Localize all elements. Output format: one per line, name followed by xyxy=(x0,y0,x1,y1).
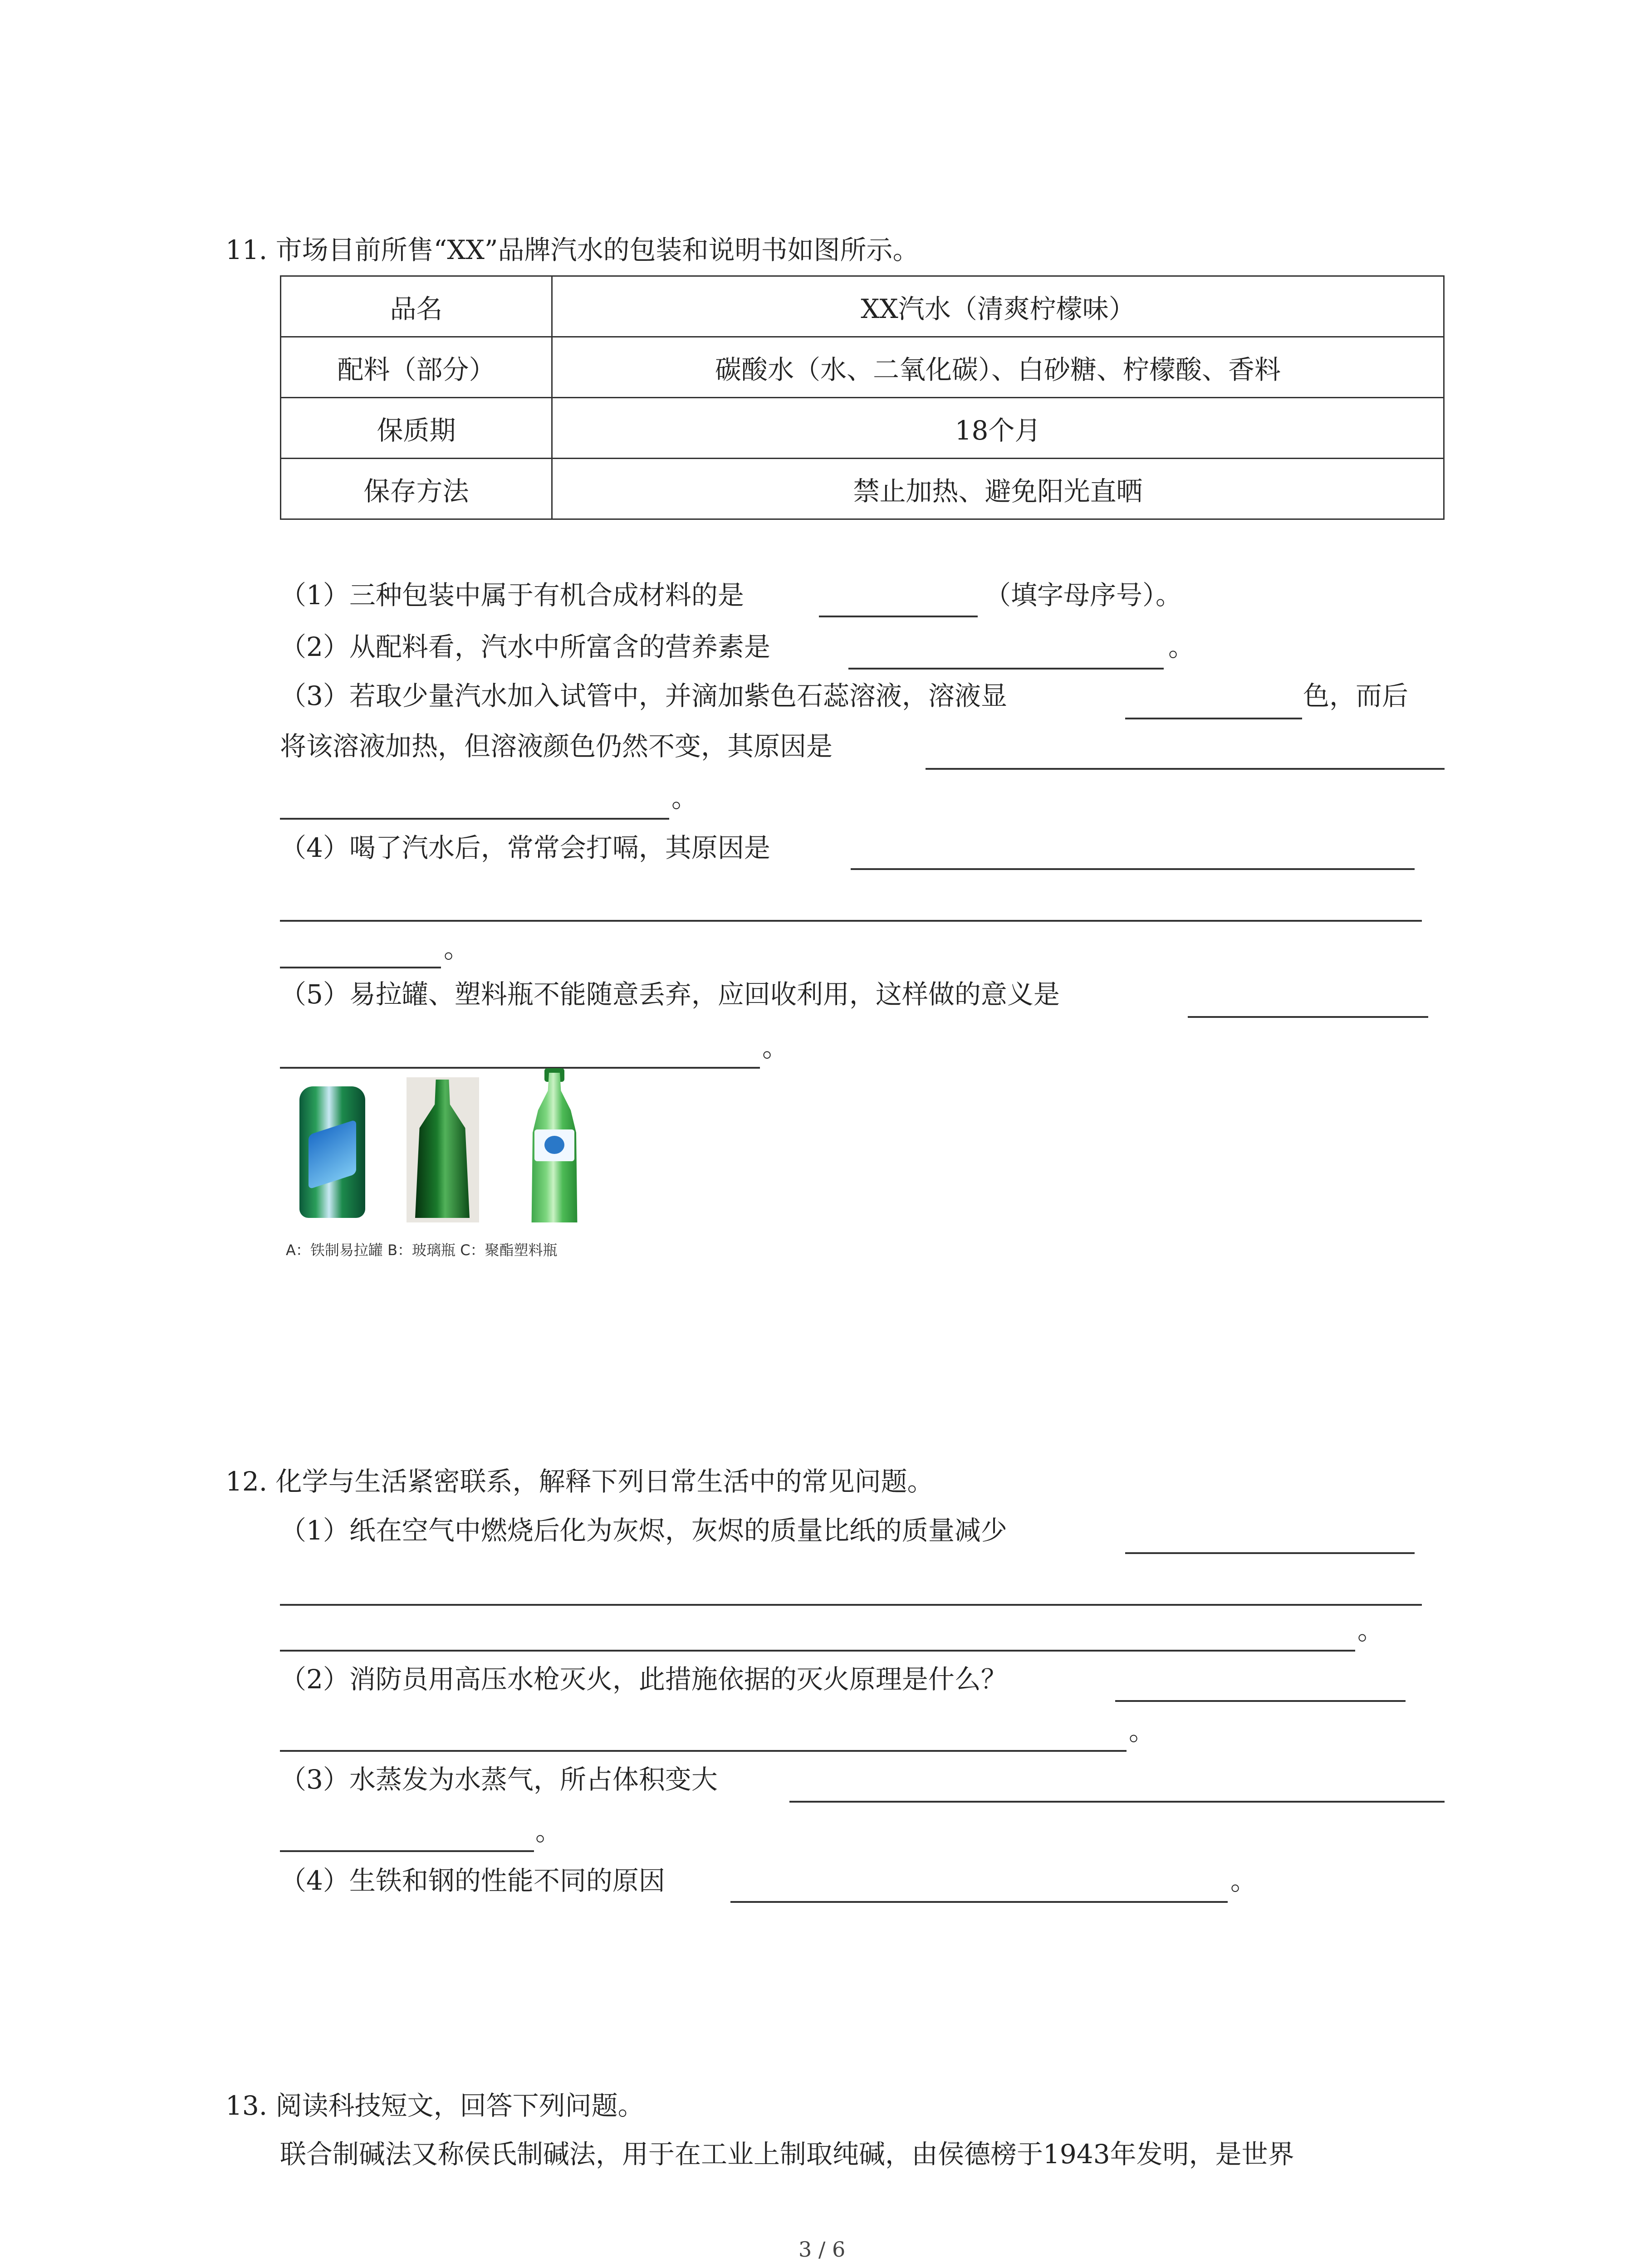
answer-blank[interactable] xyxy=(280,1850,534,1852)
spec-table xyxy=(280,275,1445,520)
q11-part2-text: （2）从配料看，汽水中所富含的营养素是 xyxy=(280,631,770,662)
answer-blank[interactable] xyxy=(1125,718,1302,719)
q12-stem: 12. 化学与生活紧密联系，解释下列日常生活中的常见问题。 xyxy=(225,1466,934,1497)
q12-part4-end: 。 xyxy=(1230,1865,1257,1896)
q12-part1-text: （1）纸在空气中燃烧后化为灰烬，灰烬的质量比纸的质量减少 xyxy=(280,1515,1007,1546)
table-cell-label: 品名 xyxy=(281,276,552,337)
table-cell-value: 禁止加热、避免阳光直晒 xyxy=(552,459,1444,519)
q12-part3-text: （3）水蒸发为水蒸气，所占体积变大 xyxy=(280,1764,718,1795)
q11-part5-text: （5）易拉罐、塑料瓶不能随意丢弃，应回收利用，这样做的意义是 xyxy=(280,979,1060,1010)
answer-blank[interactable] xyxy=(926,768,1445,770)
q11-part3-suffix: 色，而后 xyxy=(1303,680,1409,711)
q11-part3-text2: 将该溶液加热，但溶液颜色仍然不变，其原因是 xyxy=(280,731,833,762)
table-cell-label: 配料（部分） xyxy=(281,337,552,398)
answer-blank[interactable] xyxy=(280,818,669,820)
page-number: 3 / 6 xyxy=(798,2237,846,2262)
q13-stem: 13. 阅读科技短文，回答下列问题。 xyxy=(225,2090,644,2121)
q11-part5-end: 。 xyxy=(762,1032,789,1063)
table-cell-value: 18个月 xyxy=(552,398,1444,459)
q11-part4-text: （4）喝了汽水后，常常会打嗝，其原因是 xyxy=(280,832,770,863)
image-caption: A：铁制易拉罐 B：玻璃瓶 C：聚酯塑料瓶 xyxy=(286,1242,558,1259)
answer-blank[interactable] xyxy=(280,1650,1355,1652)
q12-part3-end: 。 xyxy=(535,1816,562,1847)
answer-blank[interactable] xyxy=(280,1604,1422,1606)
table-cell-value: XX汽水（清爽柠檬味） xyxy=(552,276,1444,337)
q12-part4-text: （4）生铁和钢的性能不同的原因 xyxy=(280,1865,665,1896)
q13-paragraph-line: 联合制碱法又称侯氏制碱法，用于在工业上制取纯碱，由侯德榜于1943年发明，是世界 xyxy=(280,2139,1294,2170)
answer-blank[interactable] xyxy=(280,1750,1127,1752)
answer-blank[interactable] xyxy=(848,668,1164,670)
answer-blank[interactable] xyxy=(280,1067,760,1069)
answer-blank[interactable] xyxy=(280,967,441,968)
q11-part2-suffix: 。 xyxy=(1168,631,1195,662)
plastic-bottle-label xyxy=(534,1129,574,1161)
q11-part3-end: 。 xyxy=(671,782,698,813)
table-row xyxy=(281,276,1444,337)
table-row xyxy=(281,337,1444,398)
q11-part1-text: （1）三种包装中属于有机合成材料的是 xyxy=(280,580,744,611)
answer-blank[interactable] xyxy=(730,1901,1228,1903)
answer-blank[interactable] xyxy=(851,868,1415,870)
answer-blank[interactable] xyxy=(1125,1552,1415,1554)
answer-blank[interactable] xyxy=(819,616,978,617)
answer-blank[interactable] xyxy=(280,920,1422,922)
table-cell-value: 碳酸水（水、二氧化碳）、白砂糖、柠檬酸、香料 xyxy=(552,337,1444,398)
table-cell-label: 保存方法 xyxy=(281,459,552,519)
iron-can-image xyxy=(299,1086,365,1218)
q12-part2-end: 。 xyxy=(1129,1716,1156,1746)
q12-part2-text: （2）消防员用高压水枪灭火，此措施依据的灭火原理是什么？ xyxy=(280,1664,1007,1695)
q11-part4-end: 。 xyxy=(444,933,470,964)
table-cell-label: 保质期 xyxy=(281,398,552,459)
answer-blank[interactable] xyxy=(789,1801,1445,1803)
q11-stem: 11. 市场目前所售“XX”品牌汽水的包装和说明书如图所示。 xyxy=(225,235,919,265)
q12-part1-end: 。 xyxy=(1357,1615,1384,1646)
answer-blank[interactable] xyxy=(1115,1700,1406,1702)
q11-part1-suffix: （填字母序号）。 xyxy=(985,580,1182,611)
answer-blank[interactable] xyxy=(1188,1016,1428,1018)
table-row xyxy=(281,459,1444,519)
q11-part3-text: （3）若取少量汽水加入试管中，并滴加紫色石蕊溶液，溶液显 xyxy=(280,680,1007,711)
table-row xyxy=(281,398,1444,459)
